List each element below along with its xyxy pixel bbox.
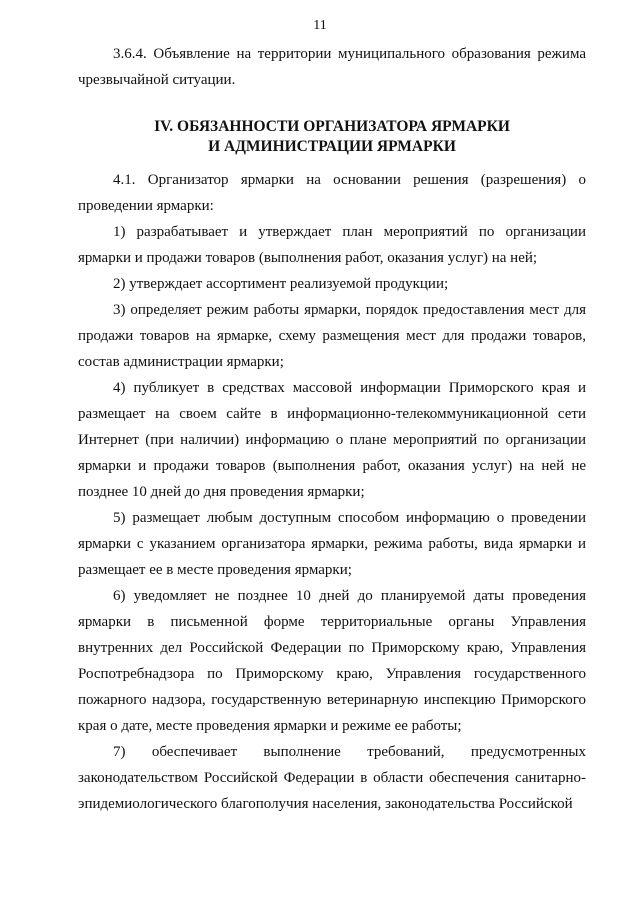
section-heading-line-2: И АДМИНИСТРАЦИИ ЯРМАРКИ xyxy=(208,138,456,155)
paragraph-4-1: 4.1. Организатор ярмарки на основании решения (разрешения) о проведении ярмарки: xyxy=(78,172,586,214)
list-item-4: 4) публикует в средствах массовой информации Приморского края и размещает на своем сайте в информационно-телекоммуникационной сети Интернет (при наличии) информацию о плане мероприятий по организации ярмарки и продажи товаров (выполнения работ, оказания услуг) на ней не позднее 10 дней до дня проведения ярмарки; xyxy=(78,380,586,500)
list-item-5: 5) размещает любым доступным способом информацию о проведении ярмарки с указанием организатора ярмарки, режима работы, вида ярмарки и размещает ее в месте проведения ярмарки; xyxy=(78,510,586,578)
document-body xyxy=(78,41,586,817)
section-heading xyxy=(78,117,586,157)
list-item-1: 1) разрабатывает и утверждает план мероприятий по организации ярмарки и продажи товаров (выполнения работ, оказания услуг) на ней; xyxy=(78,224,586,266)
list-item-3: 3) определяет режим работы ярмарки, порядок предоставления мест для продажи товаров на ярмарке, схему размещения мест для продажи товаров, состав администрации ярмарки; xyxy=(78,302,586,370)
list-item-6: 6) уведомляет не позднее 10 дней до планируемой даты проведения ярмарки в письменной форме территориальные органы Управления внутренних дел Российской Федерации по Приморскому краю, Управления Роспотребнадзора по Приморскому краю, Управления государственного пожарного надзора, государственную ветеринарную инспекцию Приморского края о дате, месте проведения ярмарки и режиме ее работы; xyxy=(78,588,586,734)
page-number: 11 xyxy=(313,18,327,33)
section-heading-line-1: IV. ОБЯЗАННОСТИ ОРГАНИЗАТОРА ЯРМАРКИ xyxy=(154,118,510,135)
list-item-2: 2) утверждает ассортимент реализуемой продукции; xyxy=(113,276,449,292)
paragraph-3-6-4: 3.6.4. Объявление на территории муниципального образования режима чрезвычайной ситуации. xyxy=(78,46,586,88)
list-item-7: 7) обеспечивает выполнение требований, предусмотренных законодательством Российской Федерации в области обеспечения санитарно-эпидемиологического благополучия населения, законодательства Российской xyxy=(78,744,586,812)
